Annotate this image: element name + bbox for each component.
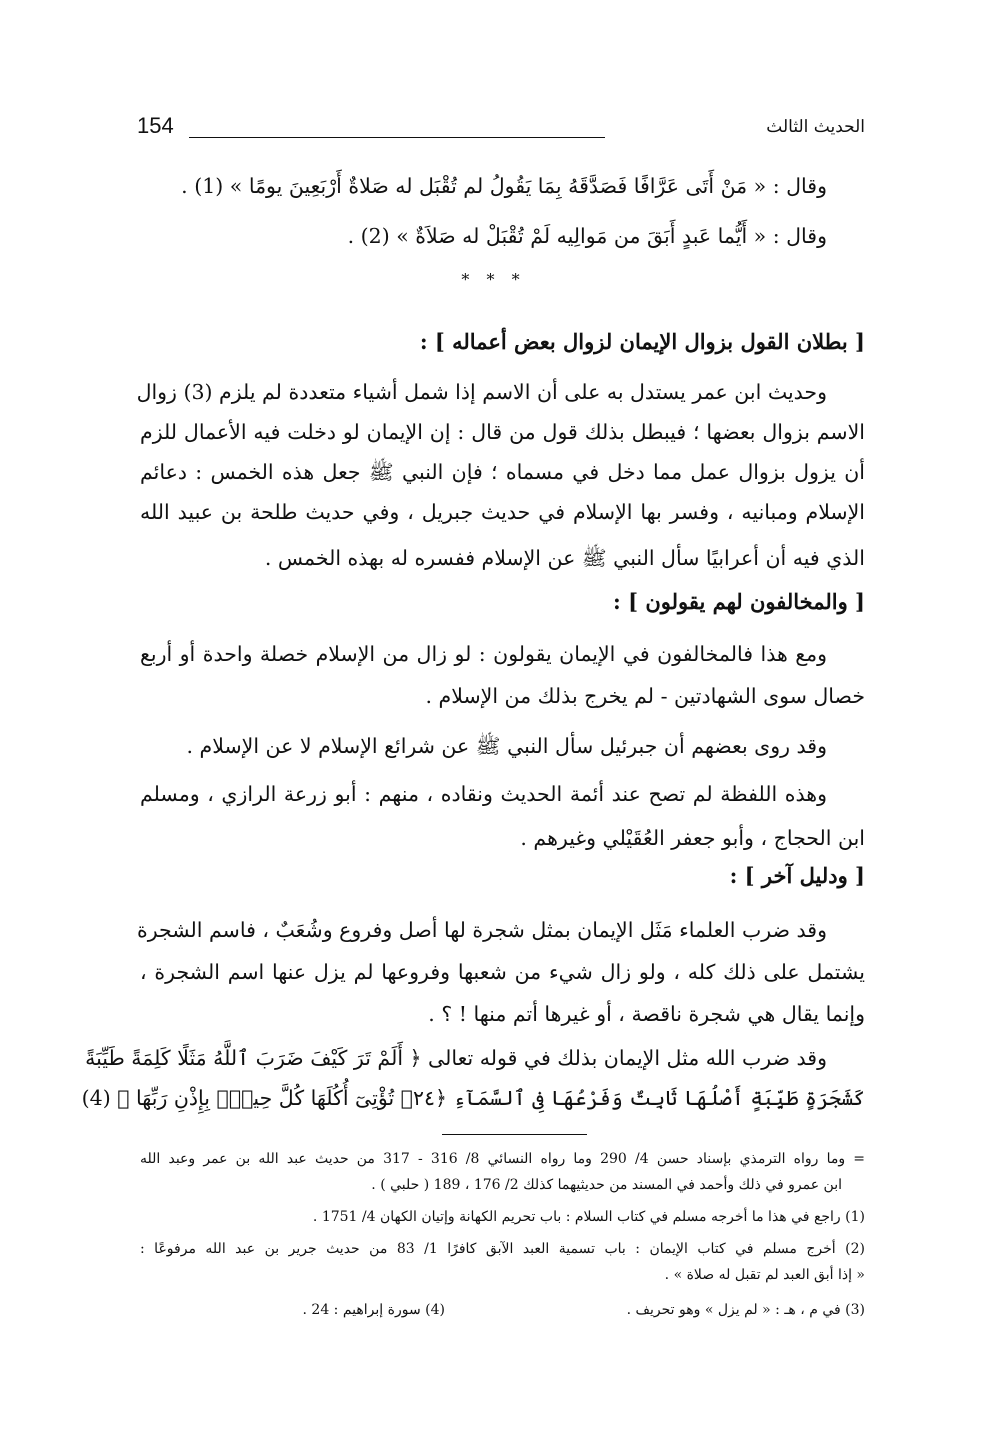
page-number: 154 bbox=[137, 113, 174, 138]
running-header bbox=[137, 113, 865, 153]
paragraph-line: ومع هذا فالمخالفون في الإيمان يقولون : لو زال من الإسلام خصلة واحدة أو أربع bbox=[140, 642, 827, 666]
section-heading: [ والمخالفون لهم يقولون ] : bbox=[613, 589, 865, 614]
section-heading: [ بطلان القول بزوال الإيمان لزوال بعض أعماله ] : bbox=[419, 329, 865, 354]
footnote-line: « إذا أبق العبد لم تقبل له صلاة » . bbox=[664, 1267, 865, 1283]
hadith-line: وقال : « أَيُّما عَبدٍ أَبَقَ من مَوالِيه لَمْ تُقْبَلْ له صَلاَةٌ » (2) . bbox=[347, 224, 827, 248]
paragraph-line: الذي فيه أن أعرابيًا سأل النبي ﷺ عن الإسلام ففسره له بهذه الخمس . bbox=[264, 546, 865, 570]
section-separator: * * * bbox=[461, 270, 526, 289]
section-heading: [ ودليل آخر ] : bbox=[729, 863, 865, 888]
footnote-line: = وما رواه الترمذي بإسناد حسن 4/ 290 وما رواه النسائي 8/ 316 - 317 من حديث عبد الله بن عمر وعبد الله bbox=[140, 1151, 865, 1167]
paragraph-line: وهذه اللفظة لم تصح عند أئمة الحديث ونقاده ، منهم : أبو زرعة الرازي ، ومسلم bbox=[140, 782, 827, 806]
paragraph-line: الإسلام ومبانيه ، وفسر بها الإسلام في حديث جبريل ، وفي حديث طلحة بن عبيد الله bbox=[140, 500, 865, 524]
paragraph-line: وقد ضرب الله مثل الإيمان بذلك في قوله تعالى ﴿ أَلَمْ تَرَ كَيْفَ ضَرَبَ ٱللَّهُ مَثَلًا كَلِمَةً طَيِّبَةً bbox=[85, 1046, 827, 1070]
hadith-line: وقال : « مَنْ أَتَى عَرَّافًا فَصَدَّقَهُ بِمَا يَقُولُ لم تُقْبَل له صَلاةٌ أَرْبَعِينَ يومًا » (1) . bbox=[181, 174, 827, 198]
footnote-line: (2) أخرج مسلم في كتاب الإيمان : باب تسمية العبد الآبق كافرًا 1/ 83 من حديث جرير بن عبد الله مرفوعًا : bbox=[140, 1241, 865, 1257]
footnote-separator bbox=[442, 1134, 587, 1135]
paragraph-line: خصال سوى الشهادتين - لم يخرج بذلك من الإسلام . bbox=[425, 684, 865, 708]
paragraph-line: وحديث ابن عمر يستدل به على أن الاسم إذا شمل أشياء متعددة لم يلزم (3) زوال bbox=[136, 380, 827, 404]
paragraph-line: وقد ضرب العلماء مَثَل الإيمان بمثل شجرة لها أصل وفروع وشُعَبٌ ، فاسم الشجرة bbox=[136, 918, 827, 942]
running-title: الحديث الثالث bbox=[766, 117, 865, 137]
paragraph-line: أن يزول بزوال عمل مما دخل في مسماه ؛ فإن النبي ﷺ جعل هذه الخمس : دعائم bbox=[140, 460, 865, 484]
paragraph-line: يشتمل على ذلك كله ، ولو زال شيء من شعبها وفروعها لم يزل عنها اسم الشجرة ، bbox=[140, 960, 865, 984]
paragraph-line: وإنما يقال هي شجرة ناقصة ، أو غيرها أتم منها ! ؟ . bbox=[428, 1002, 865, 1026]
paragraph-line: ابن الحجاج ، وأبو جعفر العُقَيْلي وغيرهم . bbox=[520, 826, 865, 850]
paragraph-line: الاسم بزوال بعضها ؛ فيبطل بذلك قول من قال : إن الإيمان لو دخلت فيه الأعمال للزم bbox=[140, 420, 865, 444]
footnote-line: ابن عمرو في ذلك وأحمد في المسند من حديثيهما كذلك 2/ 176 ، 189 ( حلبي ) . bbox=[371, 1177, 842, 1193]
quran-verse-line: كَشَجَرَةٍ طَيِّبَةٍ أَصْلُهَا ثَابِتٌ وَفَرْعُهَا فِى ٱلسَّمَآءِ ﴿٢٤﴾ تُؤْتِىٓ أُكُلَهَا كُلَّ حِينٍۭ بِإِذْنِ رَبِّهَا ﴾ (4) bbox=[81, 1086, 865, 1110]
header-rule bbox=[189, 137, 605, 138]
footnote-line: (1) راجع في هذا ما أخرجه مسلم في كتاب السلام : باب تحريم الكهانة وإتيان الكهان 4/ 1751 . bbox=[312, 1209, 865, 1225]
paragraph-line: وقد روى بعضهم أن جبرئيل سأل النبي ﷺ عن شرائع الإسلام لا عن الإسلام . bbox=[186, 734, 827, 758]
footnote-3: (3) في م ، هـ : « لم يزل » وهو تحريف . bbox=[626, 1302, 865, 1318]
footnote-4: (4) سورة إبراهيم : 24 . bbox=[302, 1302, 445, 1318]
